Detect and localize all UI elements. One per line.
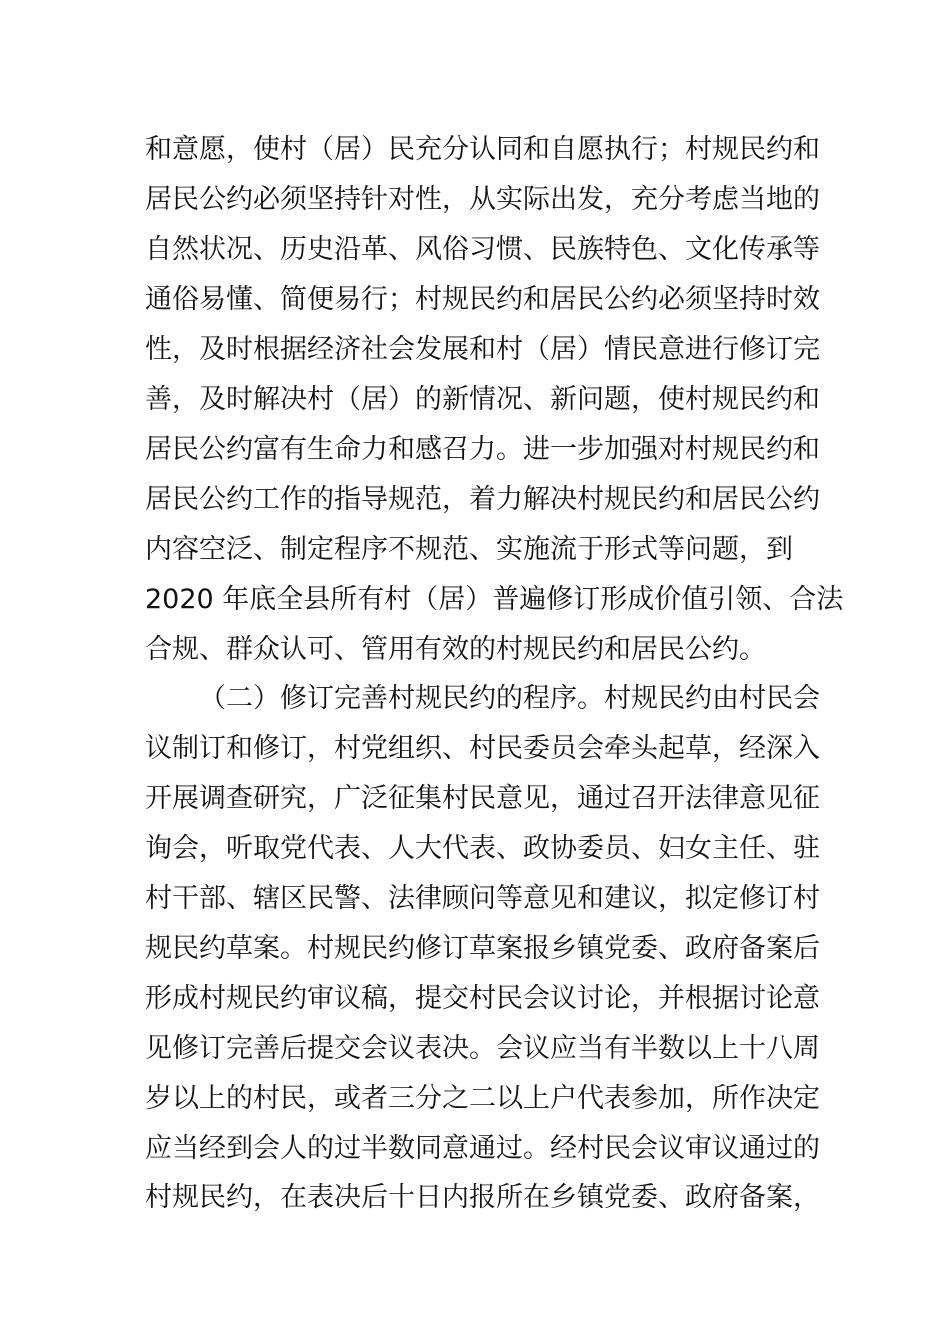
text-line: 规民约草案。村规民约修订草案报乡镇党委、政府备案后 xyxy=(145,933,820,964)
text-line: 善，及时解决村（居）的新情况、新问题，使村规民约和 xyxy=(145,384,820,415)
text-line: 内容空泛、制定程序不规范、实施流于形式等问题，到 xyxy=(145,534,793,565)
text-line: 2020 年底全县所有村（居）普遍修订形成价值引领、合法 xyxy=(145,584,844,615)
text-line: 居民公约工作的指导规范，着力解决村规民约和居民公约 xyxy=(145,484,820,515)
text-line: 应当经到会人的过半数同意通过。经村民会议审议通过的 xyxy=(145,1133,820,1164)
text-line: 村规民约，在表决后十日内报所在乡镇党委、政府备案， xyxy=(145,1182,820,1213)
text-line: 村干部、辖区民警、法律顾问等意见和建议，拟定修订村 xyxy=(145,883,820,914)
section-heading-line: （二）修订完善村规民约的程序。村规民约由村民会 xyxy=(199,683,820,714)
text-line: 岁以上的村民，或者三分之二以上户代表参加，所作决定 xyxy=(145,1083,820,1114)
text-line: 自然状况、历史沿革、风俗习惯、民族特色、文化传承等 xyxy=(145,234,820,265)
text-line: 开展调查研究，广泛征集村民意见，通过召开法律意见征 xyxy=(145,783,820,814)
text-line: 性，及时根据经济社会发展和村（居）情民意进行修订完 xyxy=(145,334,820,365)
text-line: 和意愿，使村（居）民充分认同和自愿执行；村规民约和 xyxy=(145,134,820,165)
text-line: 议制订和修订，村党组织、村民委员会牵头起草，经深入 xyxy=(145,733,820,764)
text-line: 询会，听取党代表、人大代表、政协委员、妇女主任、驻 xyxy=(145,833,820,864)
text-line: 居民公约必须坚持针对性，从实际出发，充分考虑当地的 xyxy=(145,184,820,215)
text-line: 合规、群众认可、管用有效的村规民约和居民公约。 xyxy=(145,634,766,665)
text-line: 见修订完善后提交会议表决。会议应当有半数以上十八周 xyxy=(145,1033,820,1064)
text-line: 居民公约富有生命力和感召力。进一步加强对村规民约和 xyxy=(145,434,820,465)
text-line: 通俗易懂、简便易行；村规民约和居民公约必须坚持时效 xyxy=(145,284,820,315)
text-line: 形成村规民约审议稿，提交村民会议讨论，并根据讨论意 xyxy=(145,983,820,1014)
